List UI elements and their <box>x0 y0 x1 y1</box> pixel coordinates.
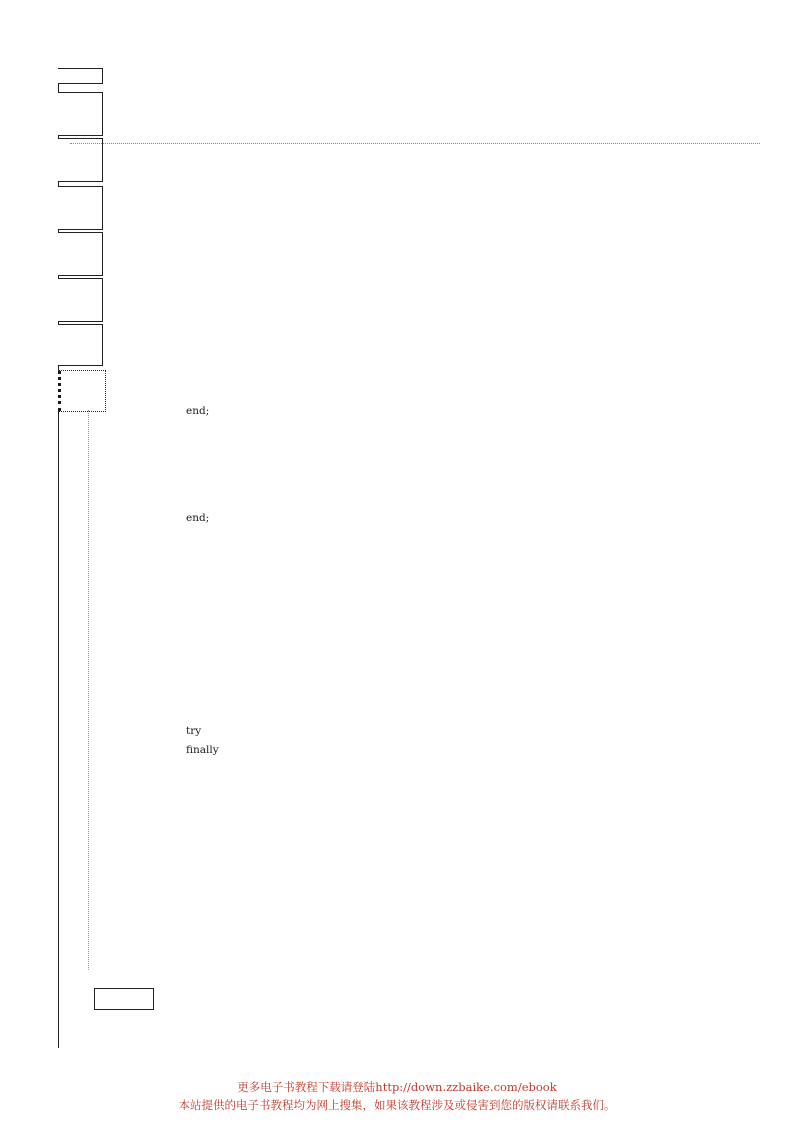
edge-tab <box>58 232 103 276</box>
edge-tab <box>58 278 103 322</box>
footer-line-2: 本站提供的电子书教程均为网上搜集，如果该教程涉及或侵害到您的版权请联系我们。 <box>178 1098 616 1112</box>
code-line <box>142 741 702 760</box>
edge-tab <box>58 92 103 136</box>
code-text: finally <box>186 744 219 756</box>
footer-link[interactable]: http://down.zzbaike.com/ebook <box>375 1080 557 1094</box>
edge-tab <box>58 370 106 412</box>
code-block <box>142 509 702 528</box>
footer-prefix: 更多电子书教程下载请登陆 <box>237 1080 376 1094</box>
edge-tab <box>58 186 103 230</box>
page-number <box>94 988 154 1010</box>
code-line <box>142 402 702 421</box>
code-text: end; <box>186 405 210 417</box>
code-text: end; <box>186 512 210 524</box>
code-text: try <box>186 725 202 737</box>
code-line <box>142 509 702 528</box>
code-line <box>142 722 702 741</box>
edge-tab <box>58 324 103 366</box>
page-header <box>120 110 740 134</box>
margin-dots <box>88 410 90 970</box>
code-block <box>142 402 702 421</box>
header-divider <box>70 143 760 144</box>
edge-tab <box>58 68 103 84</box>
code-block <box>142 722 702 760</box>
footer-line-1 <box>0 1079 794 1095</box>
edge-tab <box>58 138 103 182</box>
